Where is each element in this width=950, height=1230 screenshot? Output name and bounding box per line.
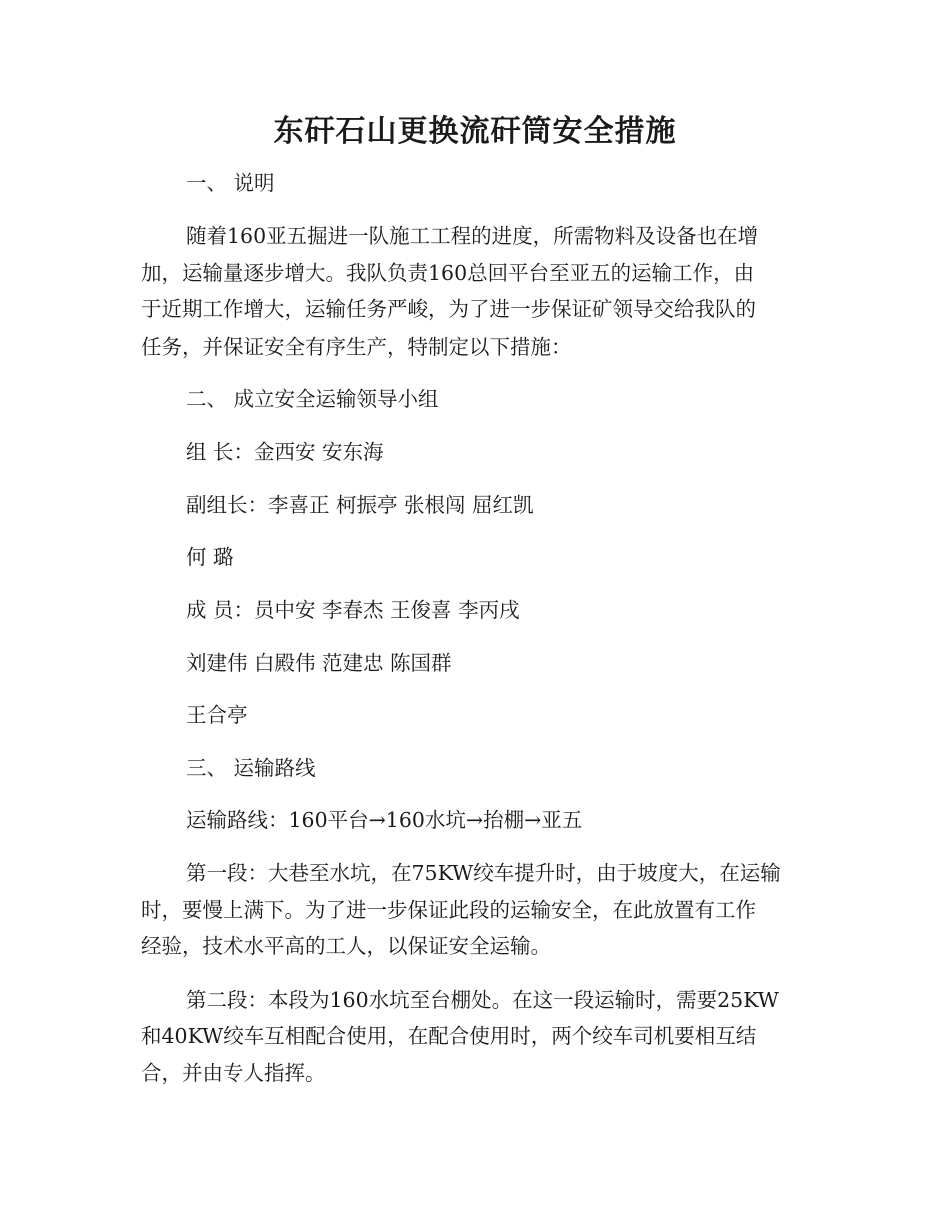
members-line-cont: 刘建伟 白殿伟 范建忠 陈国群 [186,651,452,675]
document-title: 东矸石山更换流矸筒安全措施 [273,114,677,149]
stage-1-line: 第一段：大巷至水坑，在75KW绞车提升时，由于坡度大，在运输 [186,861,781,885]
deputy-leader-line-cont: 何 璐 [186,545,234,569]
section-3-heading: 三、 运输路线 [186,756,316,780]
paragraph-line: 任务，并保证安全有序生产，特制定以下措施： [141,335,572,359]
stage-2-line: 合，并由专人指挥。 [141,1061,326,1085]
paragraph-line: 于近期工作增大，运输任务严峻，为了进一步保证矿领导交给我队的 [141,297,756,321]
deputy-leader-line: 副组长：李喜正 柯振亭 张根闯 屈红凯 [186,493,534,517]
paragraph-line: 随着160亚五掘进一队施工工程的进度，所需物料及设备也在增 [186,224,759,248]
leader-line: 组 长：金西安 安东海 [186,440,384,464]
stage-2-line: 第二段：本段为160水坑至台棚处。在这一段运输时，需要25KW [186,988,779,1012]
paragraph-line: 加，运输量逐步增大。我队负责160总回平台至亚五的运输工作，由 [141,261,755,285]
members-line-cont: 王合亭 [186,703,248,727]
stage-1-line: 时，要慢上满下。为了进一步保证此段的运输安全，在此放置有工作 [141,898,756,922]
section-2-heading: 二、 成立安全运输领导小组 [186,387,439,411]
stage-2-line: 和40KW绞车互相配合使用，在配合使用时，两个绞车司机要相互结 [141,1024,757,1048]
route-line: 运输路线：160平台→160水坑→抬棚→亚五 [186,808,583,832]
stage-1-line: 经验，技术水平高的工人，以保证安全运输。 [141,934,551,958]
members-line: 成 员：员中安 李春杰 王俊喜 李丙戌 [186,598,520,622]
section-1-heading: 一、 说明 [186,171,275,195]
